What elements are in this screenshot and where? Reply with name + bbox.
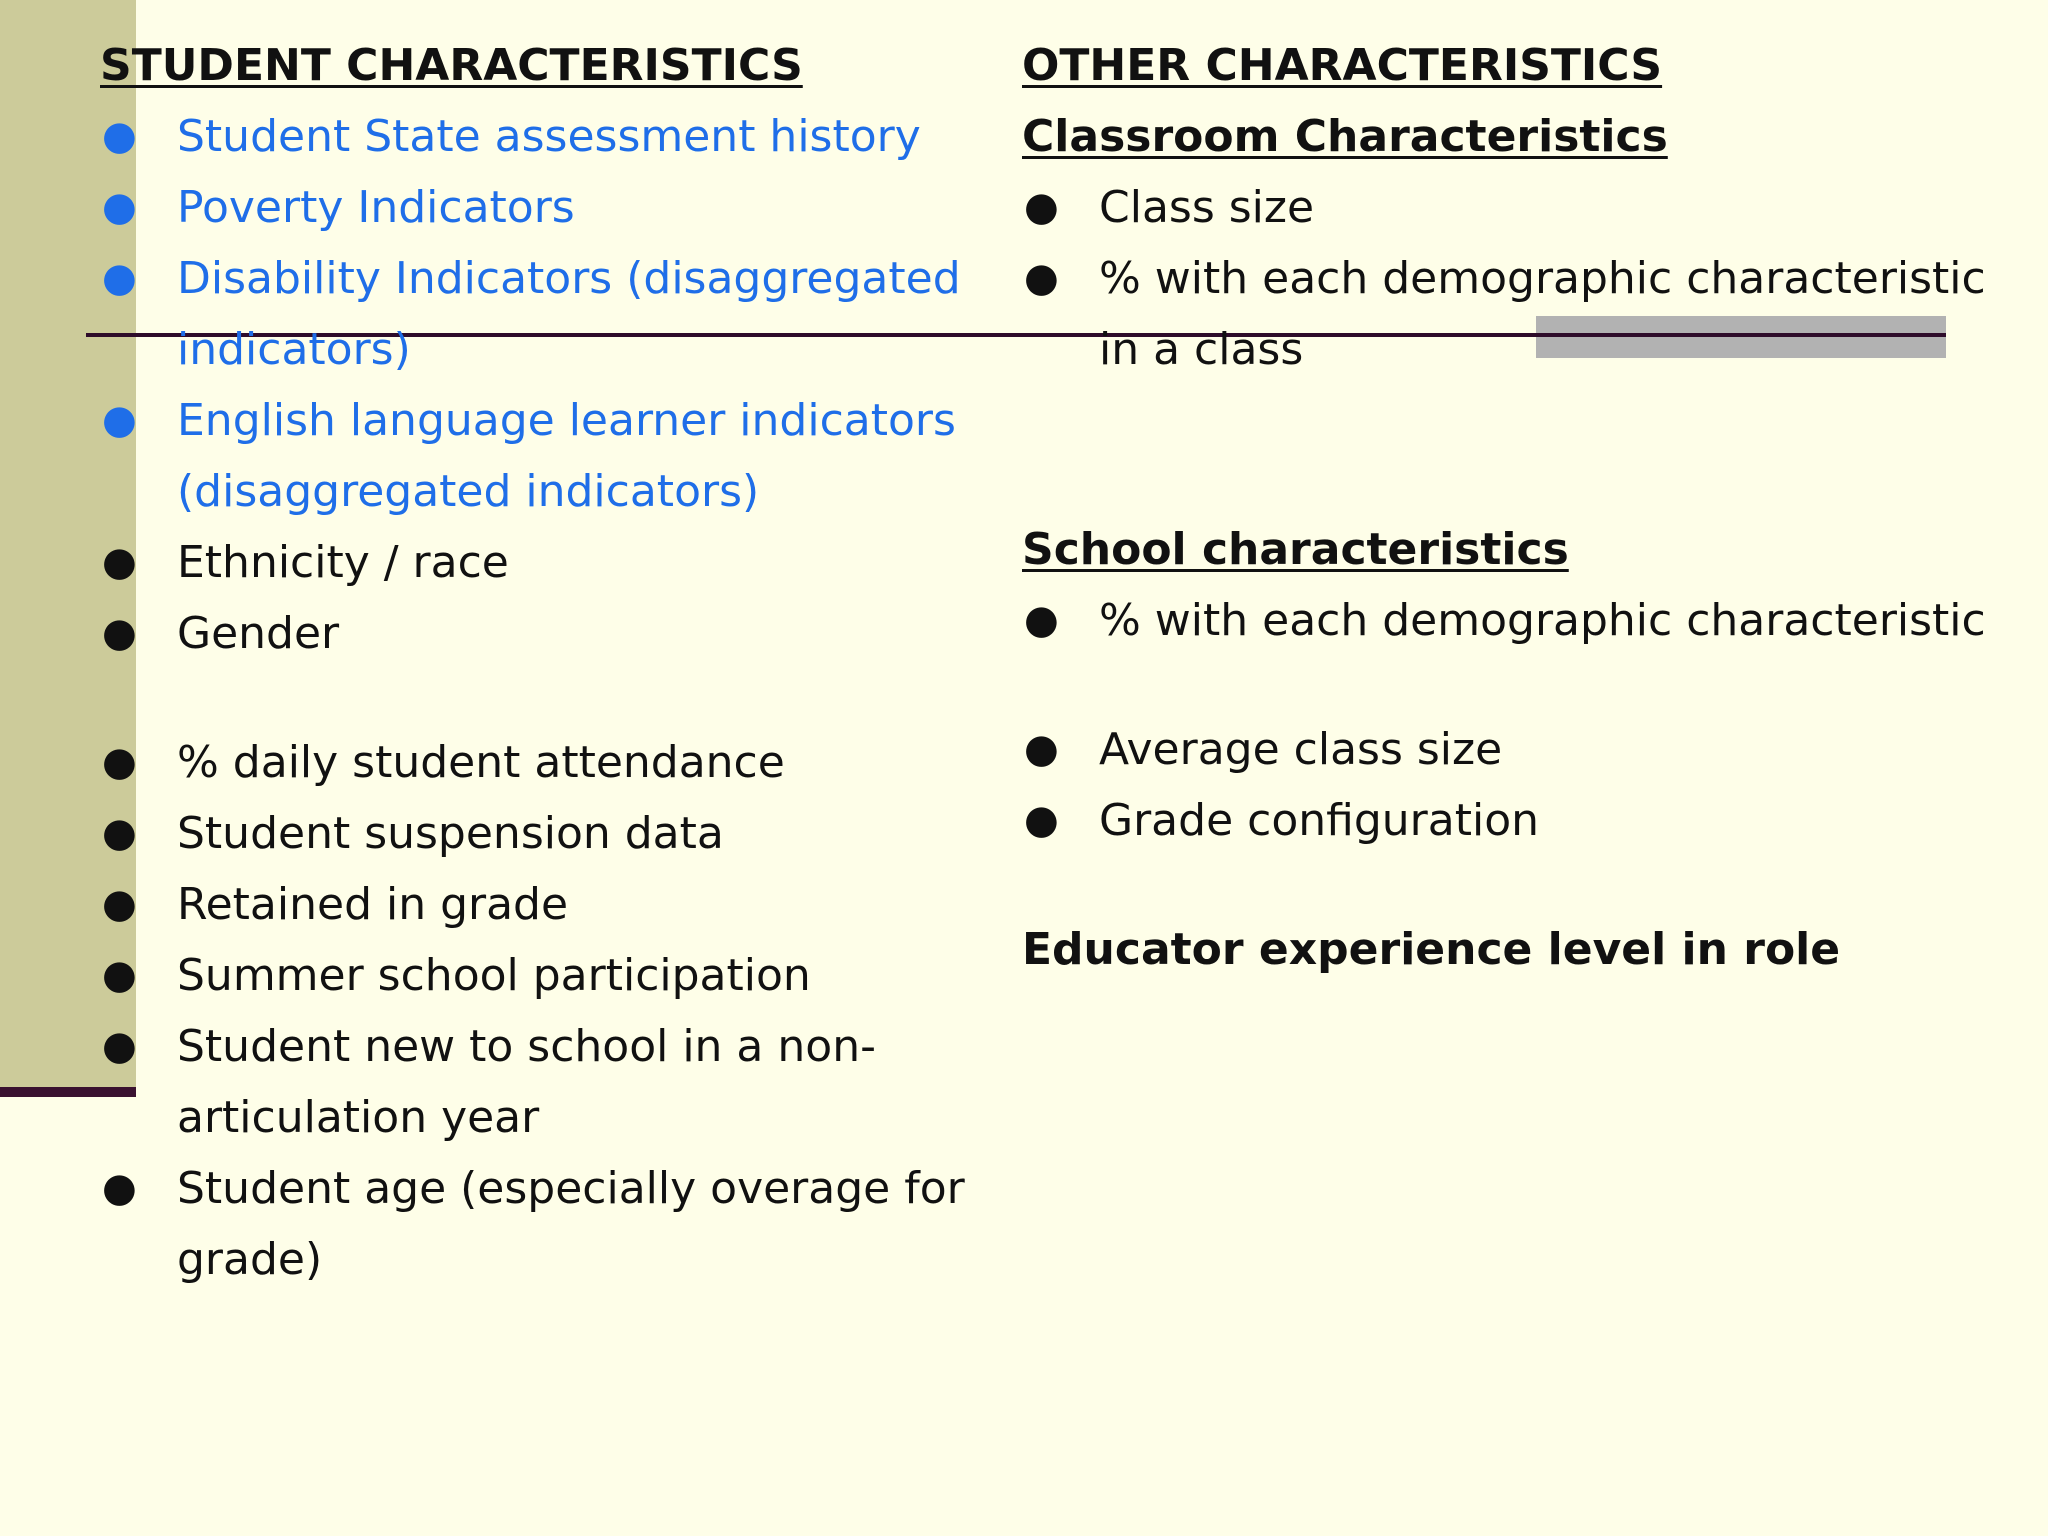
bullet-icon: ●: [102, 1023, 137, 1069]
list-item: [100, 527, 980, 598]
list-item: [100, 940, 980, 1011]
list-item-text: Class size: [1099, 182, 1315, 233]
list-item: [100, 101, 980, 172]
spacer: [1022, 656, 2022, 714]
list-item: [1022, 172, 2022, 243]
bullet-icon: ●: [102, 1165, 137, 1211]
list-item: [100, 243, 980, 385]
bullet-icon: ●: [102, 739, 137, 785]
bullet-icon: ●: [102, 397, 137, 443]
list-item-text: Disability Indicators (disaggregated indicators): [177, 253, 961, 375]
list-item: [1022, 714, 2022, 785]
list-item-text: Retained in grade: [177, 879, 569, 930]
spacer: [100, 669, 980, 727]
list-item-text: Student suspension data: [177, 808, 724, 859]
list-item-text: Student State assessment history: [177, 111, 921, 162]
list-item-text: Summer school participation: [177, 950, 811, 1001]
list-item: [100, 1011, 980, 1153]
other-characteristics-column: [1022, 30, 2022, 985]
bullet-icon: ●: [102, 539, 137, 585]
spacer: [1022, 856, 2022, 914]
list-item: [100, 172, 980, 243]
bullet-icon: ●: [1024, 255, 1059, 301]
list-item: [100, 798, 980, 869]
bullet-icon: ●: [102, 952, 137, 998]
list-item-text: English language learner indicators (disaggregated indicators): [177, 395, 956, 517]
bullet-icon: ●: [102, 881, 137, 927]
list-item-text: % with each demographic characteristic: [1099, 595, 1986, 646]
school-characteristics-heading: School characteristics: [1022, 524, 1569, 575]
list-item: [100, 727, 980, 798]
classroom-characteristics-heading: Classroom Characteristics: [1022, 111, 1668, 162]
list-item-text: Gender: [177, 608, 340, 659]
list-item-text: Average class size: [1099, 724, 1503, 775]
bullet-icon: ●: [1024, 597, 1059, 643]
list-item-text: % with each demographic characteristic in a class: [1099, 253, 1986, 375]
student-characteristics-heading: STUDENT CHARACTERISTICS: [100, 40, 803, 91]
bullet-icon: ●: [102, 184, 137, 230]
list-item-text: Student new to school in a non-articulation year: [177, 1021, 876, 1143]
list-item: [100, 1153, 980, 1295]
bullet-icon: ●: [102, 113, 137, 159]
list-item-text: % daily student attendance: [177, 737, 785, 788]
other-characteristics-heading: OTHER CHARACTERISTICS: [1022, 40, 1663, 91]
list-item-text: Poverty Indicators: [177, 182, 575, 233]
spacer: [1022, 385, 2022, 514]
list-item: [100, 385, 980, 527]
bullet-icon: ●: [102, 610, 137, 656]
bullet-icon: ●: [1024, 797, 1059, 843]
list-item: [1022, 785, 2022, 856]
bullet-icon: ●: [102, 810, 137, 856]
list-item-text: Ethnicity / race: [177, 537, 509, 588]
list-item: [1022, 585, 2022, 656]
bullet-icon: ●: [1024, 184, 1059, 230]
list-item-text: Student age (especially overage for grade): [177, 1163, 965, 1285]
bullet-icon: ●: [1024, 726, 1059, 772]
list-item: [1022, 243, 2022, 385]
educator-experience-heading: Educator experience level in role: [1022, 924, 1841, 975]
list-item: [100, 598, 980, 669]
list-item-text: Grade configuration: [1099, 795, 1539, 846]
student-characteristics-column: [100, 30, 980, 1295]
list-item: [100, 869, 980, 940]
bullet-icon: ●: [102, 255, 137, 301]
